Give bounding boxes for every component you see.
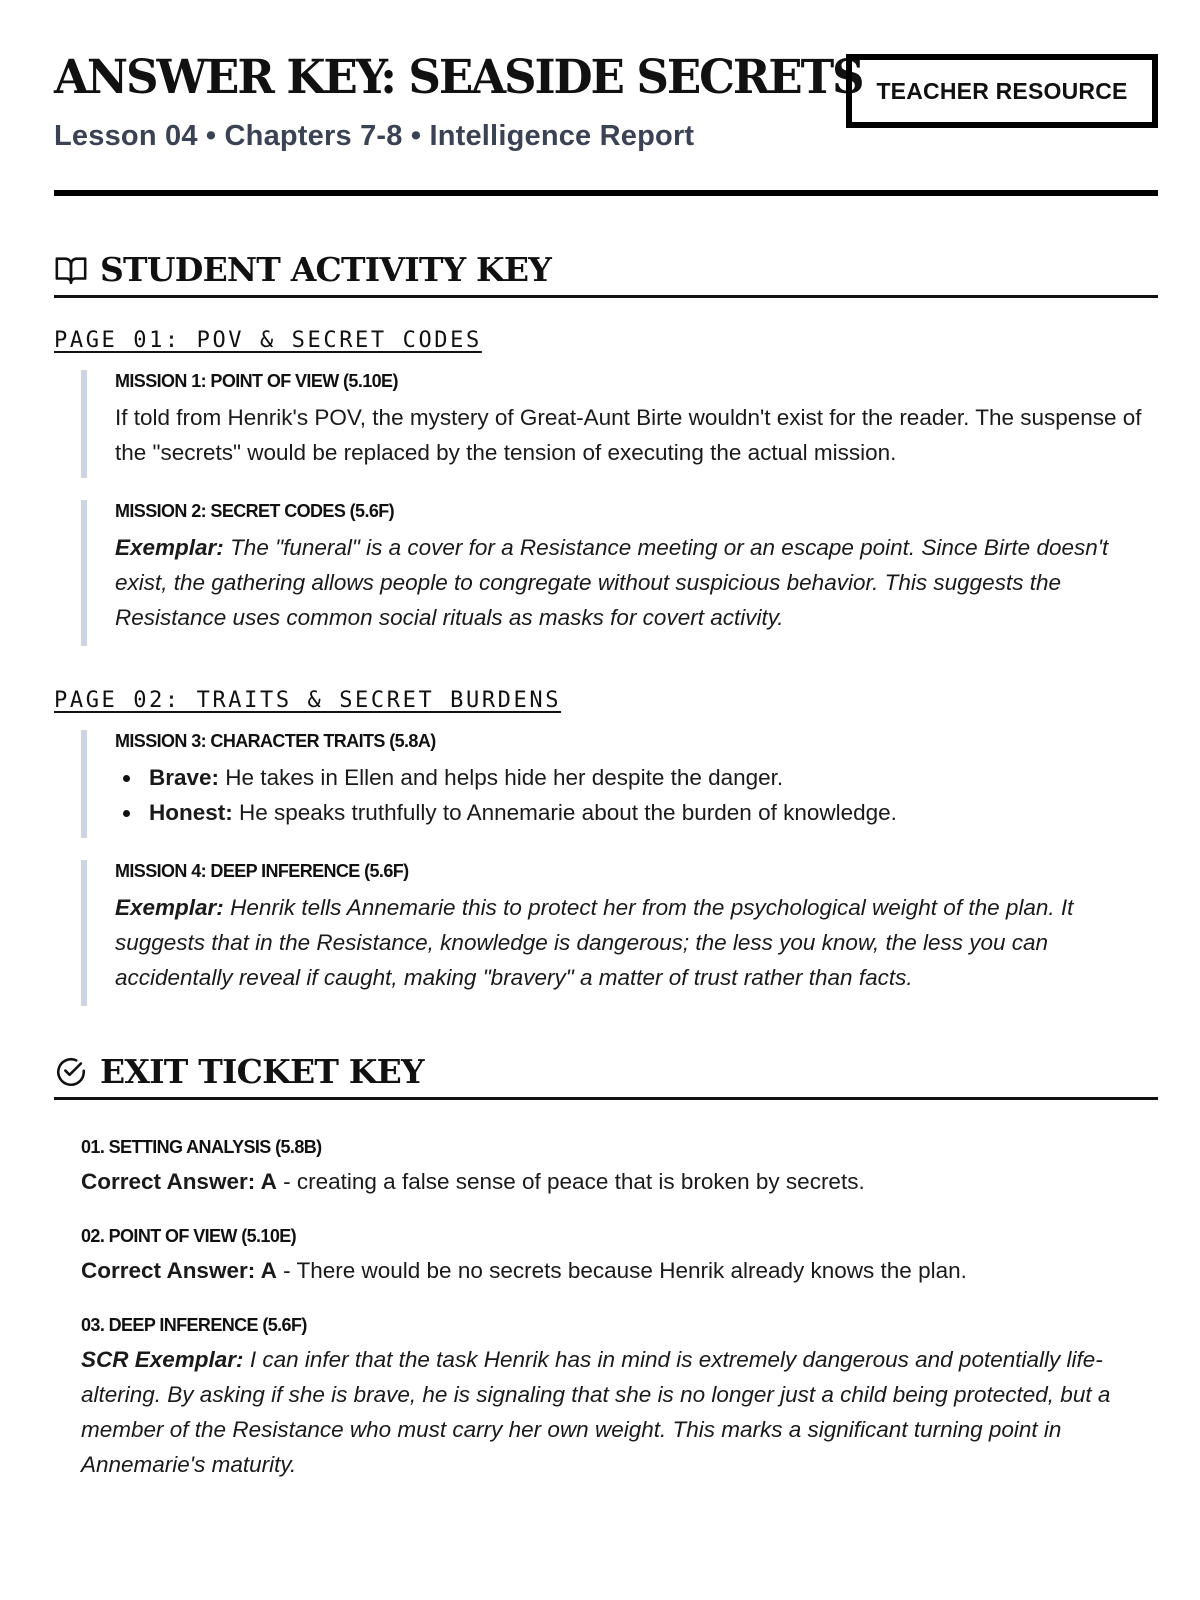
- page-02-label: PAGE 02: TRAITS & SECRET BURDENS: [54, 688, 562, 713]
- mission-1: [81, 370, 1158, 478]
- exemplar-label: Exemplar:: [115, 895, 224, 920]
- mission-title: MISSION 4: DEEP INFERENCE (5.6F): [115, 861, 409, 881]
- list-item: [115, 760, 1158, 795]
- check-circle-icon: [54, 1055, 88, 1089]
- answer-text: - creating a false sense of peace that is broken by secrets.: [276, 1169, 865, 1194]
- traits-list: [115, 760, 1158, 830]
- exemplar-text: Henrik tells Annemarie this to protect her from the psychological weight of the plan. It suggests that in the Resistance, knowledge is dangerous; the less you know, the less you can accidentally reveal if caught, making "bravery" a matter of trust rather than facts.: [115, 895, 1074, 990]
- mission-3: [81, 730, 1158, 838]
- mission-title: MISSION 1: POINT OF VIEW (5.10E): [115, 371, 398, 391]
- mission-2: [81, 500, 1158, 646]
- page-01-label: PAGE 01: POV & SECRET CODES: [54, 328, 482, 353]
- trait-text: He takes in Ellen and helps hide her despite the danger.: [219, 765, 784, 790]
- mission-answer: If told from Henrik's POV, the mystery of Great-Aunt Birte wouldn't exist for the reader. The suspense of the "secrets" would be replaced by the tension of executing the actual mission.: [115, 405, 1142, 465]
- trait-label: Honest:: [149, 800, 233, 825]
- mission-answer: [115, 890, 1158, 995]
- list-item: [115, 795, 1158, 830]
- question-title: 01. SETTING ANALYSIS (5.8B): [81, 1137, 322, 1157]
- mission-title: MISSION 3: CHARACTER TRAITS (5.8A): [115, 731, 436, 751]
- exit-question-2: [81, 1225, 1158, 1288]
- exit-question-1: [81, 1136, 1158, 1199]
- question-answer: [81, 1253, 1158, 1288]
- exit-question-3: [81, 1314, 1158, 1482]
- page-title: ANSWER KEY: SEASIDE SECRETS: [54, 50, 863, 105]
- mission-title: MISSION 2: SECRET CODES (5.6F): [115, 501, 395, 521]
- page-header: [54, 0, 1158, 196]
- mission-answer: [115, 530, 1158, 635]
- section-heading-label: EXIT TICKET KEY: [100, 1052, 424, 1091]
- section-heading-exit-ticket: [54, 1052, 1158, 1100]
- trait-label: Brave:: [149, 765, 220, 790]
- mission-4: [81, 860, 1158, 1006]
- answer-text: I can infer that the task Henrik has in mind is extremely dangerous and potentially life-altering. By asking if she is brave, he is signaling that she is no longer just a child being protected, but a member of the Resistance who must carry her own weight. This marks a significant turning point in Annemarie's maturity.: [81, 1347, 1111, 1477]
- answer-label: SCR Exemplar:: [81, 1347, 244, 1372]
- exemplar-text: The "funeral" is a cover for a Resistance meeting or an escape point. Since Birte doesn't exist, the gathering allows people to congregate without suspicious behavior. This suggests the Resistance uses common social rituals as masks for covert activity.: [115, 535, 1109, 630]
- page-subtitle: Lesson 04 • Chapters 7-8 • Intelligence Report: [54, 120, 695, 152]
- teacher-resource-badge: TEACHER RESOURCE: [846, 54, 1158, 128]
- question-answer: [81, 1164, 1158, 1199]
- exemplar-label: Exemplar:: [115, 535, 224, 560]
- book-open-icon: [54, 253, 88, 287]
- trait-text: He speaks truthfully to Annemarie about the burden of knowledge.: [232, 800, 897, 825]
- answer-text: - There would be no secrets because Henrik already knows the plan.: [276, 1258, 967, 1283]
- answer-label: Correct Answer: A: [81, 1169, 277, 1194]
- question-answer: [81, 1342, 1158, 1482]
- section-heading-student-activity: [54, 250, 1158, 298]
- question-title: 03. DEEP INFERENCE (5.6F): [81, 1315, 307, 1335]
- answer-label: Correct Answer: A: [81, 1258, 277, 1283]
- answer-key-page: [54, 0, 1158, 1477]
- section-heading-label: STUDENT ACTIVITY KEY: [100, 250, 552, 289]
- question-title: 02. POINT OF VIEW (5.10E): [81, 1226, 297, 1246]
